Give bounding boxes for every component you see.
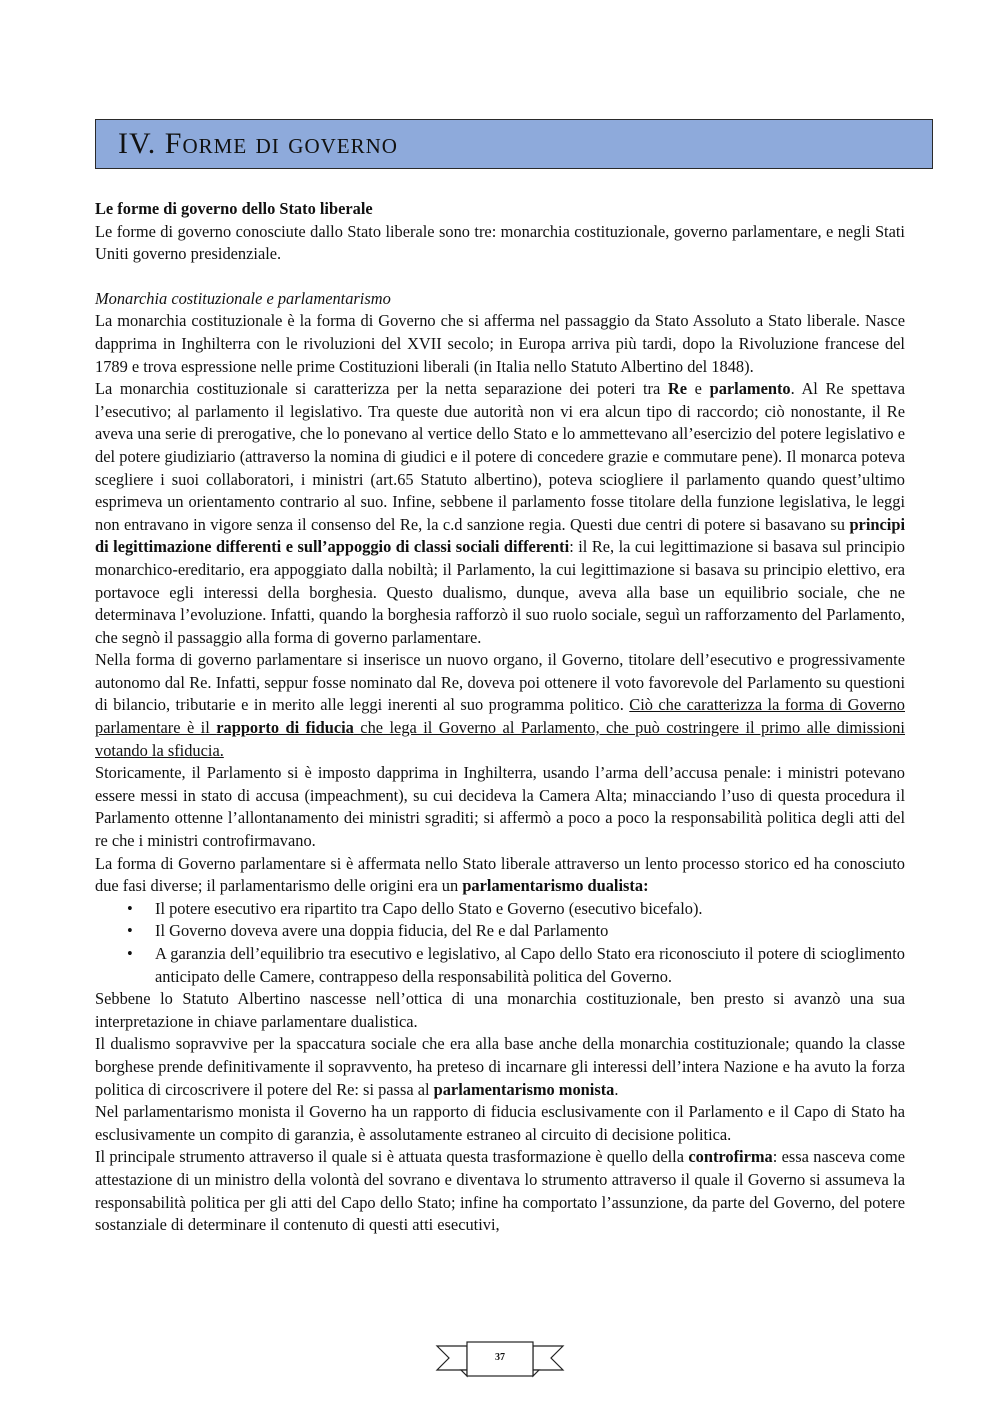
paragraph-2 — [95, 378, 905, 649]
page-footer — [435, 1340, 565, 1380]
bold-term-controfirma: controfirma — [688, 1147, 773, 1167]
paragraph-3 — [95, 649, 905, 762]
text-run: Nella forma di governo parlamentare si inserisce un nuovo organo, il Governo, titolare dell’esecutivo e progressivamente autonomo dal Re. Infatti, seppur fosse nominato dal Re, doveva poi ottenere il voto favorevole del Parlamento su questioni di bilancio, tributarie e in merito alle leggi inerenti al suo programma politico. — [95, 650, 905, 715]
bold-term-monista: parlamentarismo monista — [433, 1079, 615, 1099]
text-run: La forma di Governo parlamentare si è affermata nello Stato liberale attraverso un lento processo storico ed ha conosciuto due fasi diverse; il parlamentarismo delle origini era un — [95, 853, 905, 896]
list-item: • A garanzia dell’equilibrio tra esecutivo e legislativo, al Capo dello Stato era riconosciuto il potere di scioglimento anticipato delle Camere, contrappeso della responsabilità politica del Governo. — [95, 943, 905, 988]
text-run: Il dualismo sopravvive per la spaccatura sociale che era alla base anche della monarchia costituzionale; quando la classe borghese prende definitivamente il sopravvento, ha preteso di incarnare gli interessi dell’intera Nazione e ha avuto la forza politica di circoscrivere il potere del Re: si passa al — [95, 1034, 905, 1099]
bold-term-principi: principi di legittimazione differenti e sull’appoggio di classi sociali differenti — [95, 514, 905, 557]
text-run: Il principale strumento attraverso il quale si è attuata questa trasformazione è quello della — [95, 1147, 689, 1167]
paragraph-1: La monarchia costituzionale è la forma di Governo che si afferma nel passaggio da Stato Assoluto a Stato liberale. Nasce dapprima in Inghilterra con le rivoluzioni del XVII secolo; in Europa arriva più tardi, dopo la Rivoluzione francese del 1789 e trova espressione nelle prime Costituzioni liberali (in Italia nello Statuto Albertino del 1848). — [95, 311, 905, 376]
text-run: Ciò che caratterizza la forma di Governo parlamentare è il — [95, 695, 905, 738]
list-item: • Il potere esecutivo era ripartito tra Capo dello Stato e Governo (esecutivo bicefalo). — [95, 898, 905, 921]
paragraph-6: Sebbene lo Statuto Albertino nascesse nell’ottica di una monarchia costituzionale, ben presto si avanzò una sua interpretazione in chiave parlamentare dualistica. — [95, 989, 905, 1031]
bold-term-dualista: parlamentarismo dualista: — [462, 876, 649, 896]
text-run: : il Re, la cui legittimazione si basava sul principio monarchico-ereditario, era appoggiato dalla nobiltà; il Parlamento, la cui legittimazione si basava su principio elettivo, era portavoce egli interessi della borghesia. Questo dualismo, dunque, aveva alla base un equilibrio sociale, che ne determinava l’evoluzione. Infatti, quando la borghesia rafforzò il suo ruolo sociale, seguì un rafforzamento del Parlamento, che segnò il passaggio alla forma di governo parlamentare. — [95, 537, 905, 647]
text-run: . — [614, 1079, 619, 1099]
chapter-banner — [95, 119, 933, 169]
paragraph-5 — [95, 853, 905, 898]
bullet-list — [95, 898, 905, 988]
spacer — [95, 266, 905, 288]
text-run: : essa nasceva come attestazione di un ministro della volontà del sovrano e diventava lo strumento attraverso il quale il Governo si assumeva la responsabilità politica per gli atti del Capo dello Stato; infine ha comportato l’assunzione, da parte del Governo, del potere sostanziale di determinare il contenuto di questi atti esecutivi, — [95, 1147, 905, 1235]
paragraph-4: Storicamente, il Parlamento si è imposto dapprima in Inghilterra, usando l’arma dell’accusa penale: i ministri potevano essere messi in stato di accusa (impeachment), su cui decideva la Camera Alta; minacciando l’uso di questa procedura il Parlamento ottenne l’allontanamento dei ministri sgraditi; si affermò a poco a poco la responsabilità politica degli atti del re che i ministri controfirmavano. — [95, 763, 905, 851]
subsection-heading: Monarchia costituzionale e parlamentarismo — [95, 288, 391, 308]
paragraph-7 — [95, 1033, 905, 1101]
text-run: e — [687, 379, 710, 399]
text-run: che lega il Governo al Parlamento, che può costringere il primo alle dimissioni votando la sfiducia. — [95, 718, 905, 760]
section-intro: Le forme di governo conosciute dallo Stato liberale sono tre: monarchia costituzionale, governo parlamentare, e negli Stati Uniti governo presidenziale. — [95, 221, 905, 264]
paragraph-8: Nel parlamentarismo monista il Governo ha un rapporto di fiducia esclusivamente con il Parlamento e il Capo di Stato ha esclusivamente un compito di garanzia, è assolutamente estraneo al circuito di decisione politica. — [95, 1102, 905, 1144]
chapter-title: IV. Forme di governo — [118, 127, 398, 160]
section-heading: Le forme di governo dello Stato liberale — [95, 199, 373, 218]
paragraph-9 — [95, 1146, 905, 1236]
bold-term-fiducia: rapporto di fiducia — [216, 718, 354, 738]
document-body — [95, 198, 905, 1237]
list-item: • Il Governo doveva avere una doppia fiducia, del Re e dal Parlamento — [95, 920, 905, 943]
text-run: La monarchia costituzionale si caratterizza per la netta separazione dei poteri tra — [95, 379, 668, 399]
bold-term-parlamento: parlamento — [709, 379, 791, 399]
text-run: . Al Re spettava l’esecutivo; al parlamento il legislativo. Tra queste due autorità non vi era alcun tipo di raccordo; ciò nonostante, il Re aveva una serie di prerogative, che lo ponevano al vertice dello Stato e lo ammettevano all’esercizio del potere legislativo e del potere giudiziario (attraverso la nomina di giudici e il potere di concedere grazie e commutare pene). Il monarca poteva scegliere i suoi collaboratori, i ministri (art.65 Statuto albertino), poteva sciogliere il parlamento quando quest’ultimo esprimeva un orientamento contrario al suo. Infine, sebbene il parlamento fosse titolare della funzione legislativa, le leggi non entravano in vigore senza il consenso del Re, la c.d sanzione regia. Questi due centri di potere si basavano su — [95, 379, 905, 534]
bold-term-re: Re — [667, 379, 688, 399]
page-number: 37 — [495, 1352, 505, 1363]
